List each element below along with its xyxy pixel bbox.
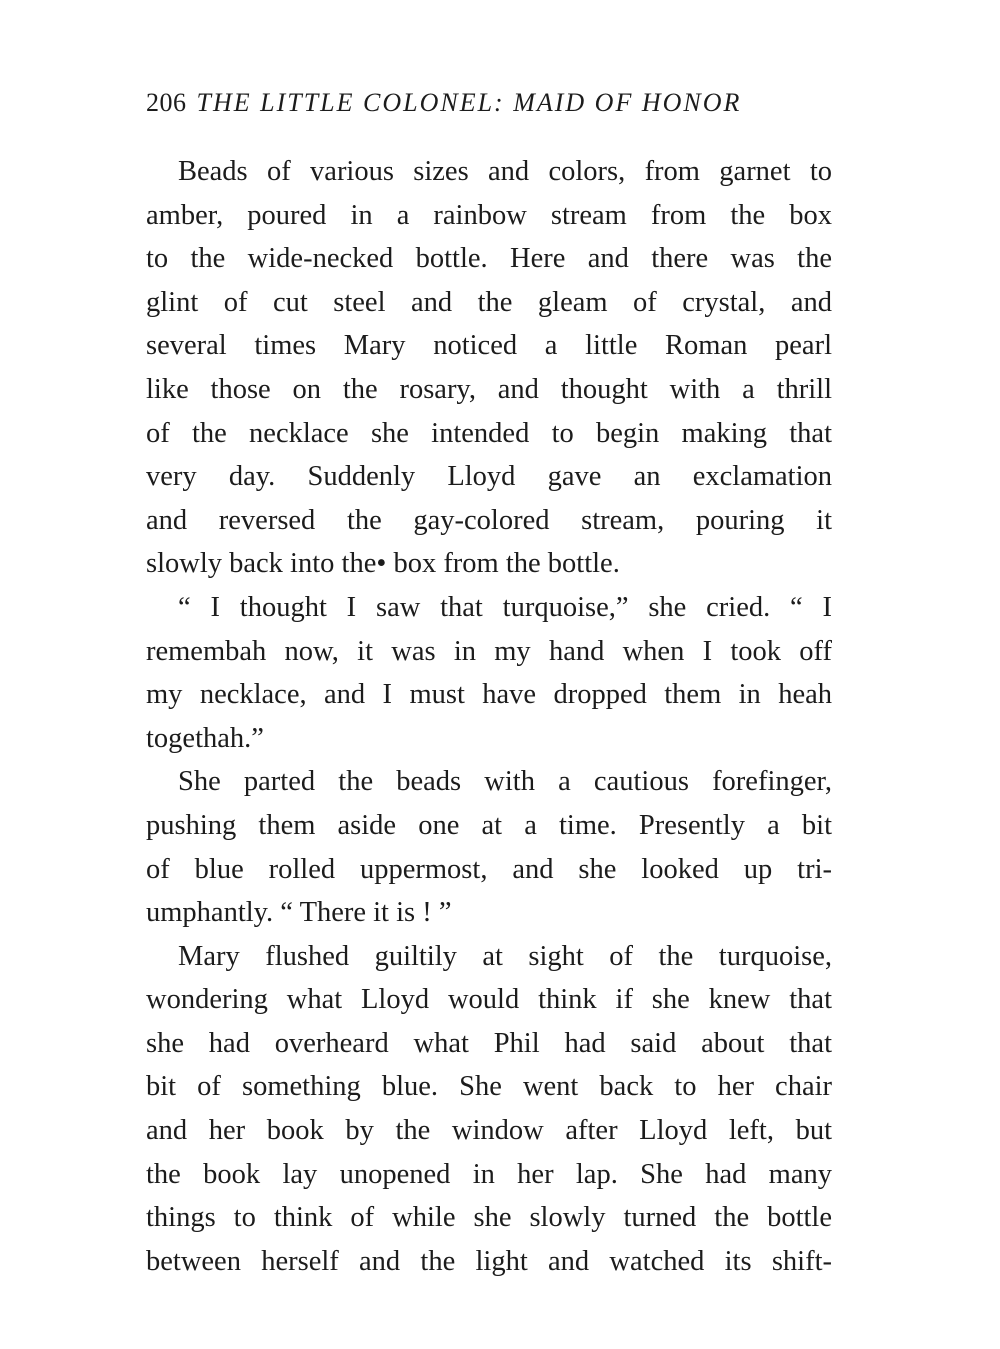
page-header — [146, 88, 836, 118]
text-line: wondering what Lloyd would think if she knew that — [146, 984, 832, 1016]
text-line: and her book by the window after Lloyd left, but — [146, 1115, 832, 1147]
text-line: the book lay unopened in her lap. She had many — [146, 1158, 832, 1190]
text-line: glint of cut steel and the gleam of crystal, and — [146, 286, 832, 318]
running-title: THE LITTLE COLONEL: MAID OF HONOR — [196, 88, 742, 117]
text-line: “ I thought I saw that turquoise,” she cried. “ I — [178, 591, 832, 623]
text-line: amber, poured in a rainbow stream from the box — [146, 199, 832, 231]
text-line: very day. Suddenly Lloyd gave an exclamation — [146, 461, 832, 493]
body-text — [146, 150, 832, 1283]
paragraph — [146, 150, 832, 586]
paragraph — [146, 760, 832, 934]
text-line: between herself and the light and watched its shift- — [146, 1245, 832, 1277]
text-line: and reversed the gay-colored stream, pouring it — [146, 504, 832, 536]
text-line: pushing them aside one at a time. Presently a bit — [146, 809, 832, 841]
text-line: Mary flushed guiltily at sight of the turquoise, — [178, 940, 832, 972]
text-line: umphantly. “ There it is ! ” — [146, 897, 452, 929]
page-number: 206 — [146, 88, 187, 117]
text-line: of the necklace she intended to begin making that — [146, 417, 832, 449]
text-line: of blue rolled uppermost, and she looked up tri- — [146, 853, 832, 885]
text-line: slowly back into the• box from the bottle. — [146, 548, 620, 580]
text-line: my necklace, and I must have dropped them in heah — [146, 679, 832, 711]
text-line: Beads of various sizes and colors, from garnet to — [178, 156, 832, 187]
paragraph — [146, 935, 832, 1284]
text-line: several times Mary noticed a little Roman pearl — [146, 330, 832, 362]
paragraph — [146, 586, 832, 760]
text-line: things to think of while she slowly turned the bottle — [146, 1202, 832, 1234]
text-line: she had overheard what Phil had said about that — [146, 1027, 832, 1059]
text-line: togethah.” — [146, 722, 264, 754]
text-line: like those on the rosary, and thought with a thrill — [146, 373, 832, 405]
text-line: remembah now, it was in my hand when I took off — [146, 635, 832, 667]
text-line: bit of something blue. She went back to her chair — [146, 1071, 832, 1103]
text-line: She parted the beads with a cautious forefinger, — [178, 766, 832, 798]
text-line: to the wide-necked bottle. Here and there was the — [146, 243, 832, 275]
